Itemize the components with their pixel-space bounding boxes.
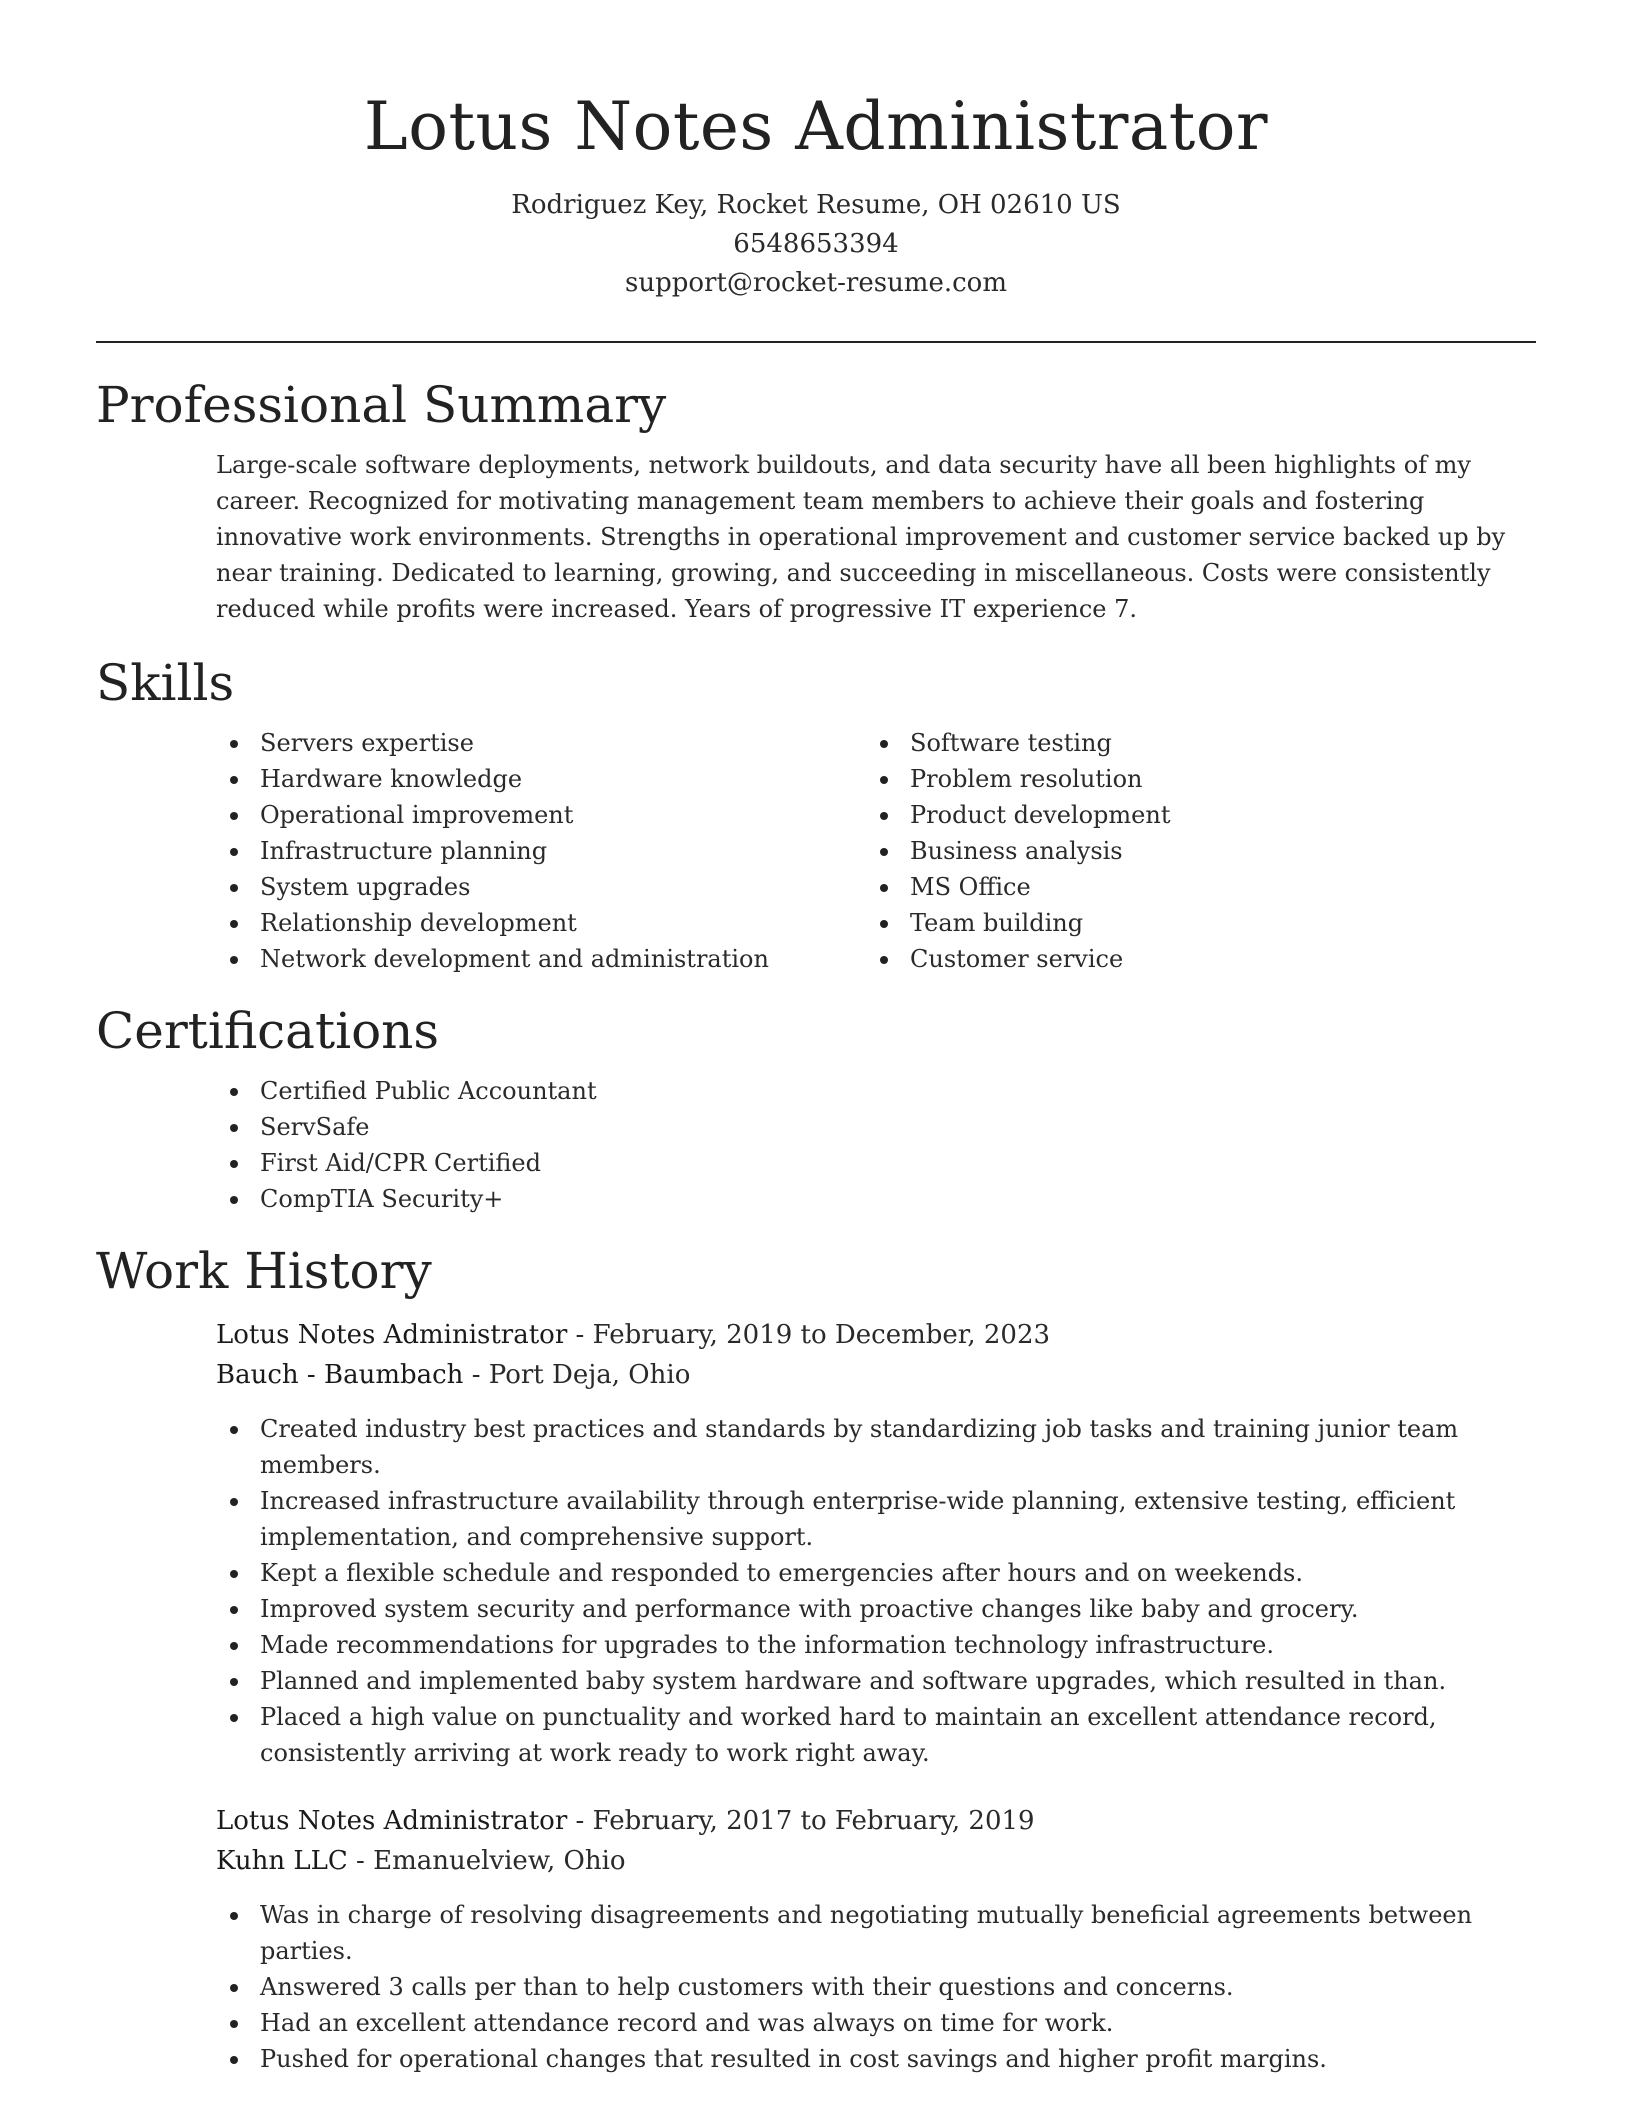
- summary-section: [96, 375, 1536, 627]
- job-bullets: [216, 1411, 1536, 1771]
- job-bullet: Planned and implemented baby system hardware and software upgrades, which resulted in than.: [216, 1663, 1536, 1699]
- job-bullet: Kept a flexible schedule and responded to emergencies after hours and on weekends.: [216, 1555, 1536, 1591]
- certifications-list: [216, 1073, 1536, 1217]
- skill-item: Team building: [866, 905, 1516, 941]
- job-title-line: [216, 1801, 1536, 1841]
- job-entry: [216, 1801, 1536, 2077]
- certifications-section: [96, 1001, 1536, 1217]
- work-history-section: [96, 1241, 1536, 2077]
- job-dates: - February, 2019 to December, 2023: [567, 1320, 1051, 1350]
- summary-heading: Professional Summary: [96, 376, 667, 434]
- skill-item: Software testing: [866, 725, 1516, 761]
- job-bullet: Answered 3 calls per than to help customers with their questions and concerns.: [216, 1969, 1536, 2005]
- job-location: - Emanuelview, Ohio: [347, 1846, 626, 1876]
- skills-columns: [216, 725, 1536, 977]
- skill-item: Infrastructure planning: [216, 833, 866, 869]
- job-company: Kuhn LLC: [216, 1846, 348, 1876]
- skill-item: Business analysis: [866, 833, 1516, 869]
- skills-list-left: [216, 725, 866, 977]
- job-bullets: [216, 1897, 1536, 2077]
- job-role: Lotus Notes Administrator: [216, 1806, 568, 1836]
- job-bullet: Pushed for operational changes that resulted in cost savings and higher profit margins.: [216, 2041, 1536, 2077]
- header-divider: [96, 341, 1536, 343]
- email-address: support@rocket-resume.com: [624, 268, 1007, 298]
- certifications-heading: Certifications: [96, 1002, 440, 1060]
- job-entry: [216, 1315, 1536, 1771]
- skills-list-right: [866, 725, 1516, 977]
- job-bullet: Improved system security and performance with proactive changes like baby and grocery.: [216, 1591, 1536, 1627]
- job-company: Bauch - Baumbach: [216, 1360, 464, 1390]
- resume-page: [96, 0, 1536, 2077]
- address: Rodriguez Key, Rocket Resume, OH 02610 US: [511, 190, 1121, 220]
- skill-item: System upgrades: [216, 869, 866, 905]
- certification-item: First Aid/CPR Certified: [216, 1145, 1536, 1181]
- resume-header: [96, 0, 1536, 303]
- work-history-heading: Work History: [96, 1242, 432, 1300]
- skills-heading: Skills: [96, 654, 235, 712]
- job-dates: - February, 2017 to February, 2019: [567, 1806, 1035, 1836]
- phone-number: 6548653394: [733, 229, 899, 259]
- skill-item: MS Office: [866, 869, 1516, 905]
- certification-item: CompTIA Security+: [216, 1181, 1536, 1217]
- skill-item: Servers expertise: [216, 725, 866, 761]
- job-bullet: Created industry best practices and standards by standardizing job tasks and training junior team members.: [216, 1411, 1536, 1483]
- summary-text: Large-scale software deployments, network buildouts, and data security have all been highlights of my career. Recognized for motivating management team members to achieve their goals and fostering innovative work environments. Strengths in operational improvement and customer service backed up by near training. Dedicated to learning, growing, and succeeding in miscellaneous. Costs were consistently reduced while profits were increased. Years of progressive IT experience 7.: [216, 451, 1506, 623]
- skill-item: Problem resolution: [866, 761, 1516, 797]
- skill-item: Relationship development: [216, 905, 866, 941]
- job-role: Lotus Notes Administrator: [216, 1320, 568, 1350]
- skill-item: Product development: [866, 797, 1516, 833]
- job-bullet: Made recommendations for upgrades to the information technology infrastructure.: [216, 1627, 1536, 1663]
- job-location: - Port Deja, Ohio: [463, 1360, 691, 1390]
- job-company-line: [216, 1355, 1536, 1395]
- skill-item: Network development and administration: [216, 941, 866, 977]
- skill-item: Hardware knowledge: [216, 761, 866, 797]
- job-bullet: Increased infrastructure availability through enterprise-wide planning, extensive testing, efficient implementation, and comprehensive support.: [216, 1483, 1536, 1555]
- certification-item: Certified Public Accountant: [216, 1073, 1536, 1109]
- job-company-line: [216, 1841, 1536, 1881]
- job-bullet: Had an excellent attendance record and was always on time for work.: [216, 2005, 1536, 2041]
- job-bullet: Placed a high value on punctuality and worked hard to maintain an excellent attendance record, consistently arriving at work ready to work right away.: [216, 1699, 1536, 1771]
- skill-item: Operational improvement: [216, 797, 866, 833]
- certification-item: ServSafe: [216, 1109, 1536, 1145]
- job-bullet: Was in charge of resolving disagreements and negotiating mutually beneficial agreements between parties.: [216, 1897, 1536, 1969]
- job-title-line: [216, 1315, 1536, 1355]
- skills-section: [96, 653, 1536, 977]
- candidate-name: Lotus Notes Administrator: [363, 88, 1269, 165]
- skill-item: Customer service: [866, 941, 1516, 977]
- contact-block: [96, 186, 1536, 303]
